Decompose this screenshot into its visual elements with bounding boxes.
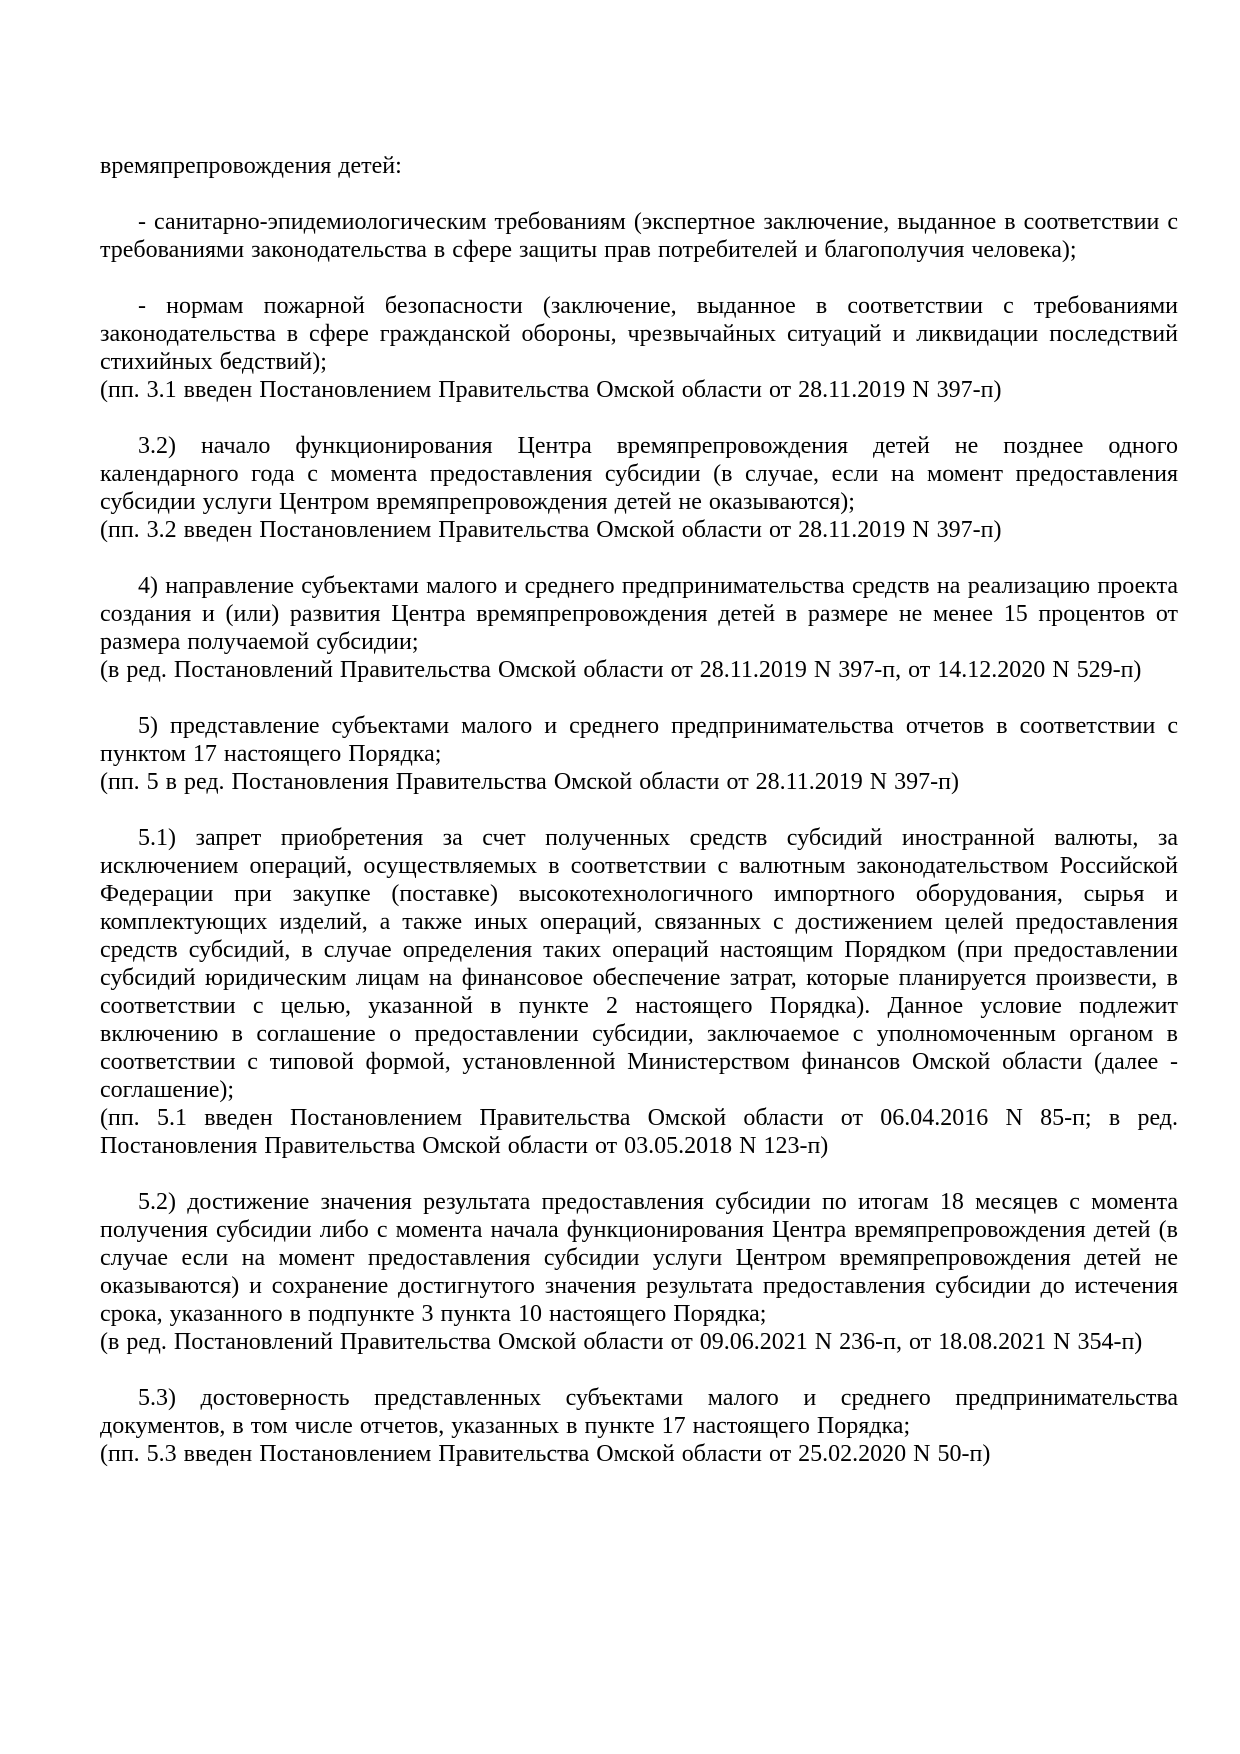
item-5-1: 5.1) запрет приобретения за счет полученных средств субсидий иностранной валюты, за исключением операций, осуществляемых в соответствии с валютным законодательством Российской Федерации при закупке (поставке) высокотехнологичного импортного оборудования, сырья и комплектующих изделий, а также иных операций, связанных с достижением целей предоставления средств субсидий, в случае определения таких операций настоящим Порядком (при предоставлении субсидий юридическим лицам на финансовое обеспечение затрат, которые планируется произвести, в соответствии с целью, указанной в пункте 2 настоящего Порядка). Данное условие подлежит включению в соглашение о предоставлении субсидии, заключаемое с уполномоченным органом в соответствии с типовой формой, установленной Министерством финансов Омской области (далее - соглашение);: [100, 825, 1178, 1103]
item-sanitary-requirements: - санитарно-эпидемиологическим требованиям (экспертное заключение, выданное в соответствии с требованиями законодательства в сфере защиты прав потребителей и благополучия человека);: [100, 209, 1178, 263]
item-5: 5) представление субъектами малого и среднего предпринимательства отчетов в соответствии с пунктом 17 настоящего Порядка;: [100, 713, 1178, 767]
note-item-5-2-amendments: (в ред. Постановлений Правительства Омской области от 09.06.2021 N 236-п, от 18.08.2021 N 354-п): [100, 1329, 1143, 1355]
item-4: 4) направление субъектами малого и среднего предпринимательства средств на реализацию проекта создания и (или) развития Центра времяпрепровождения детей в размере не менее 15 процентов от размера получаемой субсидии;: [100, 573, 1178, 655]
document-body: [100, 152, 1178, 1468]
note-pp-5-1: (пп. 5.1 введен Постановлением Правительства Омской области от 06.04.2016 N 85-п; в ред. Постановления Правительства Омской области от 03.05.2018 N 123-п): [100, 1105, 1178, 1159]
item-5-3: 5.3) достоверность представленных субъектами малого и среднего предпринимательства документов, в том числе отчетов, указанных в пункте 17 настоящего Порядка;: [100, 1385, 1178, 1439]
note-pp-5: (пп. 5 в ред. Постановления Правительства Омской области от 28.11.2019 N 397-п): [100, 769, 959, 795]
note-pp-3-1: (пп. 3.1 введен Постановлением Правительства Омской области от 28.11.2019 N 397-п): [100, 377, 1002, 403]
note-pp-3-2: (пп. 3.2 введен Постановлением Правительства Омской области от 28.11.2019 N 397-п): [100, 517, 1002, 543]
item-3-2: 3.2) начало функционирования Центра времяпрепровождения детей не позднее одного календарного года с момента предоставления субсидии (в случае, если на момент предоставления субсидии услуги Центром времяпрепровождения детей не оказываются);: [100, 433, 1178, 515]
intro-continuation-line: времяпрепровождения детей:: [100, 153, 402, 179]
item-fire-safety: - нормам пожарной безопасности (заключение, выданное в соответствии с требованиями законодательства в сфере гражданской обороны, чрезвычайных ситуаций и ликвидации последствий стихийных бедствий);: [100, 293, 1178, 375]
note-item-4-amendments: (в ред. Постановлений Правительства Омской области от 28.11.2019 N 397-п, от 14.12.2020 N 529-п): [100, 657, 1142, 683]
note-pp-5-3: (пп. 5.3 введен Постановлением Правительства Омской области от 25.02.2020 N 50-п): [100, 1441, 991, 1467]
item-5-2: 5.2) достижение значения результата предоставления субсидии по итогам 18 месяцев с момента получения субсидии либо с момента начала функционирования Центра времяпрепровождения детей (в случае если на момент предоставления субсидии услуги Центром времяпрепровождения детей не оказываются) и сохранение достигнутого значения результата предоставления субсидии до истечения срока, указанного в подпункте 3 пункта 10 настоящего Порядка;: [100, 1189, 1178, 1327]
